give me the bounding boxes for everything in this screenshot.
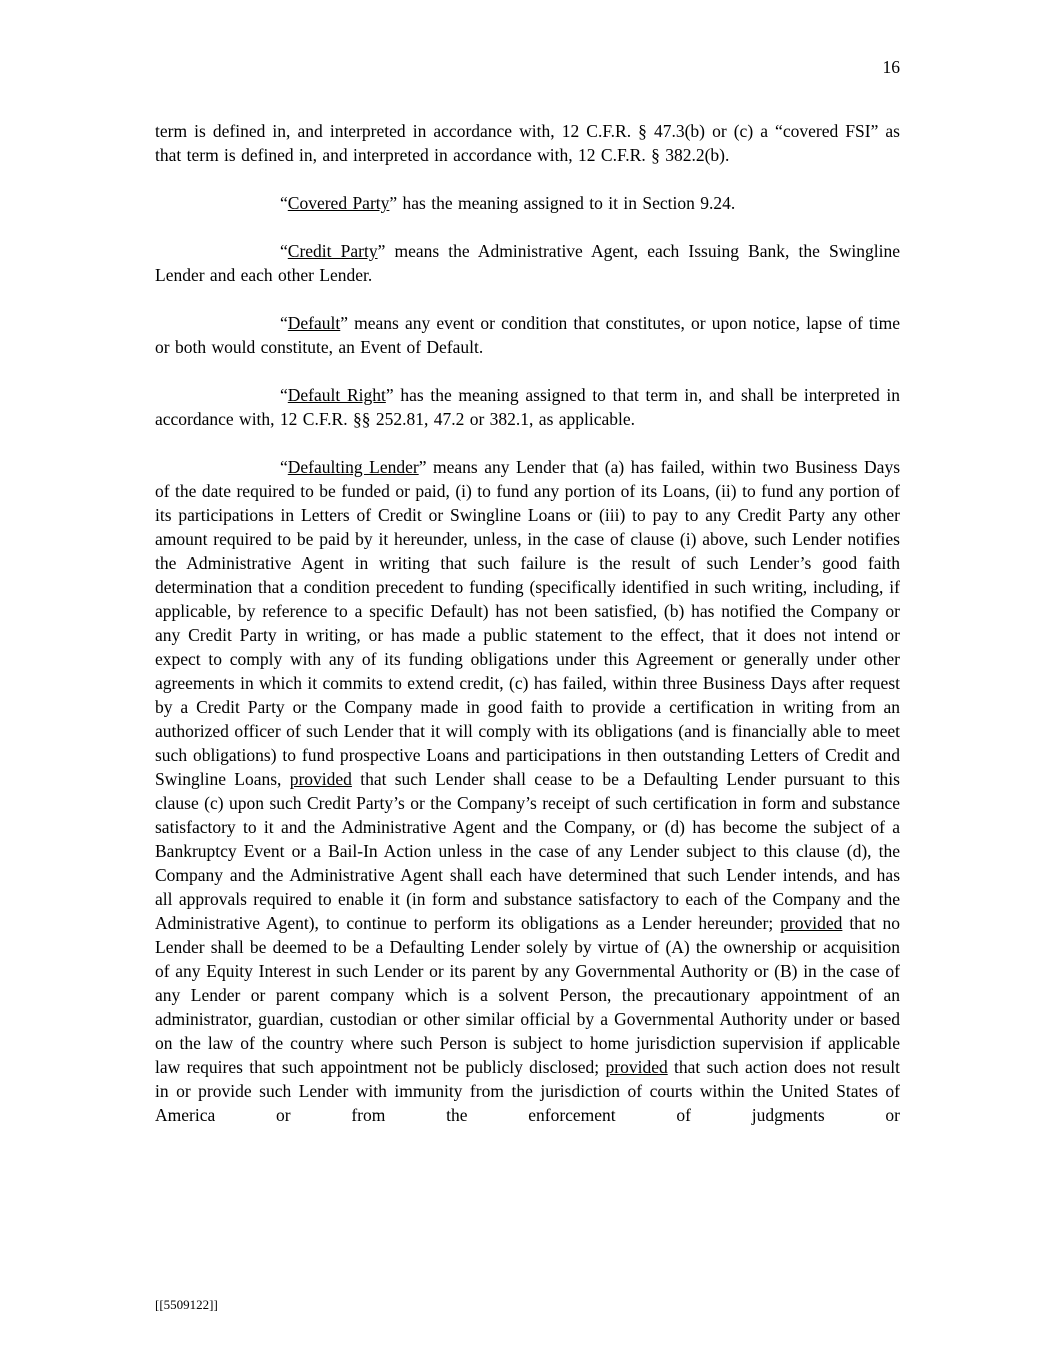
underlined-term: Default Right	[287, 385, 386, 405]
underlined-term: Default	[287, 313, 341, 333]
underlined-term: provided	[605, 1057, 668, 1077]
paragraph-text: that such action does not result in or provide such Lender with immunity from the jurisdiction of courts within the United States of America or from the enforcement of judgments or	[155, 1057, 901, 1125]
page-number: 16	[882, 57, 900, 77]
paragraph-text: “	[280, 313, 288, 333]
underlined-term: Credit Party	[287, 241, 378, 261]
footer-document-id: [[5509122]]	[155, 1297, 218, 1312]
paragraph-text: term is defined in, and interpreted in accordance with, 12 C.F.R. § 47.3(b) or (c) a “covered FSI” as that term is defined in, and interpreted in accordance with, 12 C.F.R. § 382.2(b).	[155, 121, 900, 165]
paragraph	[155, 455, 900, 1127]
paragraph-text: ” has the meaning assigned to it in Section 9.24.	[389, 193, 736, 213]
paragraph-text: ” means any event or condition that constitutes, or upon notice, lapse of time or both would constitute, an Event of Default.	[155, 313, 900, 357]
underlined-term: provided	[780, 913, 843, 933]
paragraph	[155, 383, 900, 431]
underlined-term: Defaulting Lender	[287, 457, 419, 477]
paragraph-text: “	[280, 241, 288, 261]
paragraph-text: ” has the meaning assigned to that term in, and shall be interpreted in accordance with, 12 C.F.R. §§ 252.81, 47.2 or 382.1, as applicable.	[155, 385, 901, 429]
paragraph-text: that such Lender shall cease to be a Defaulting Lender pursuant to this clause (c) upon such Credit Party’s or the Company’s receipt of such certification in form and substance satisfactory to it and the Administrative Agent and the Company, or (d) has become the subject of a Bankruptcy Event or a Bail-In Action unless in the case of any Lender subject to this clause (d), the Company and the Administrative Agent shall each have determined that such Lender intends, and has all approvals required to enable it (in form and substance satisfactory to each of the Company and the Administrative Agent), to continue to perform its obligations as a Lender hereunder;	[155, 769, 900, 933]
paragraph	[155, 119, 900, 167]
underlined-term: Covered Party	[287, 193, 390, 213]
paragraph-text: that no Lender shall be deemed to be a Defaulting Lender solely by virtue of (A) the ownership or acquisition of any Equity Interest in such Lender or its parent by any Governmental Authority or (B) in the case of any Lender or parent company which is a solvent Person, the precautionary appointment of an administrator, guardian, custodian or other similar official by a Governmental Authority under or based on the law of the country where such Person is subject to home jurisdiction supervision if applicable law requires that such appointment not be publicly disclosed;	[155, 913, 900, 1077]
paragraph-text: ” means the Administrative Agent, each Issuing Bank, the Swingline Lender and each other Lender.	[155, 241, 900, 285]
underlined-term: provided	[289, 769, 352, 789]
paragraph-text: “	[280, 457, 288, 477]
document-body	[155, 119, 900, 1127]
paragraph	[155, 239, 900, 287]
paragraph-text: ” means any Lender that (a) has failed, within two Business Days of the date required to be funded or paid, (i) to fund any portion of its Loans, (ii) to fund any portion of its participations in Letters of Credit or Swingline Loans or (iii) to pay to any Credit Party any other amount required to be paid by it hereunder, unless, in the case of clause (i) above, such Lender notifies the Administrative Agent in writing that such failure is the result of such Lender’s good faith determination that a condition precedent to funding (specifically identified in such writing, including, if applicable, by reference to a specific Default) has not been satisfied, (b) has notified the Company or any Credit Party in writing, or has made a public statement to the effect, that it does not intend or expect to comply with any of its funding obligations under this Agreement or generally under other agreements in which it commits to extend credit, (c) has failed, within three Business Days after request by a Credit Party or the Company made in good faith to provide a certification in writing from an authorized officer of such Lender that it will comply with its obligations (and is financially able to meet such obligations) to fund prospective Loans and participations in then outstanding Letters of Credit and Swingline Loans,	[155, 457, 900, 789]
paragraph	[155, 191, 900, 215]
paragraph-text: “	[280, 385, 288, 405]
paragraph	[155, 311, 900, 359]
paragraph-text: “	[280, 193, 288, 213]
